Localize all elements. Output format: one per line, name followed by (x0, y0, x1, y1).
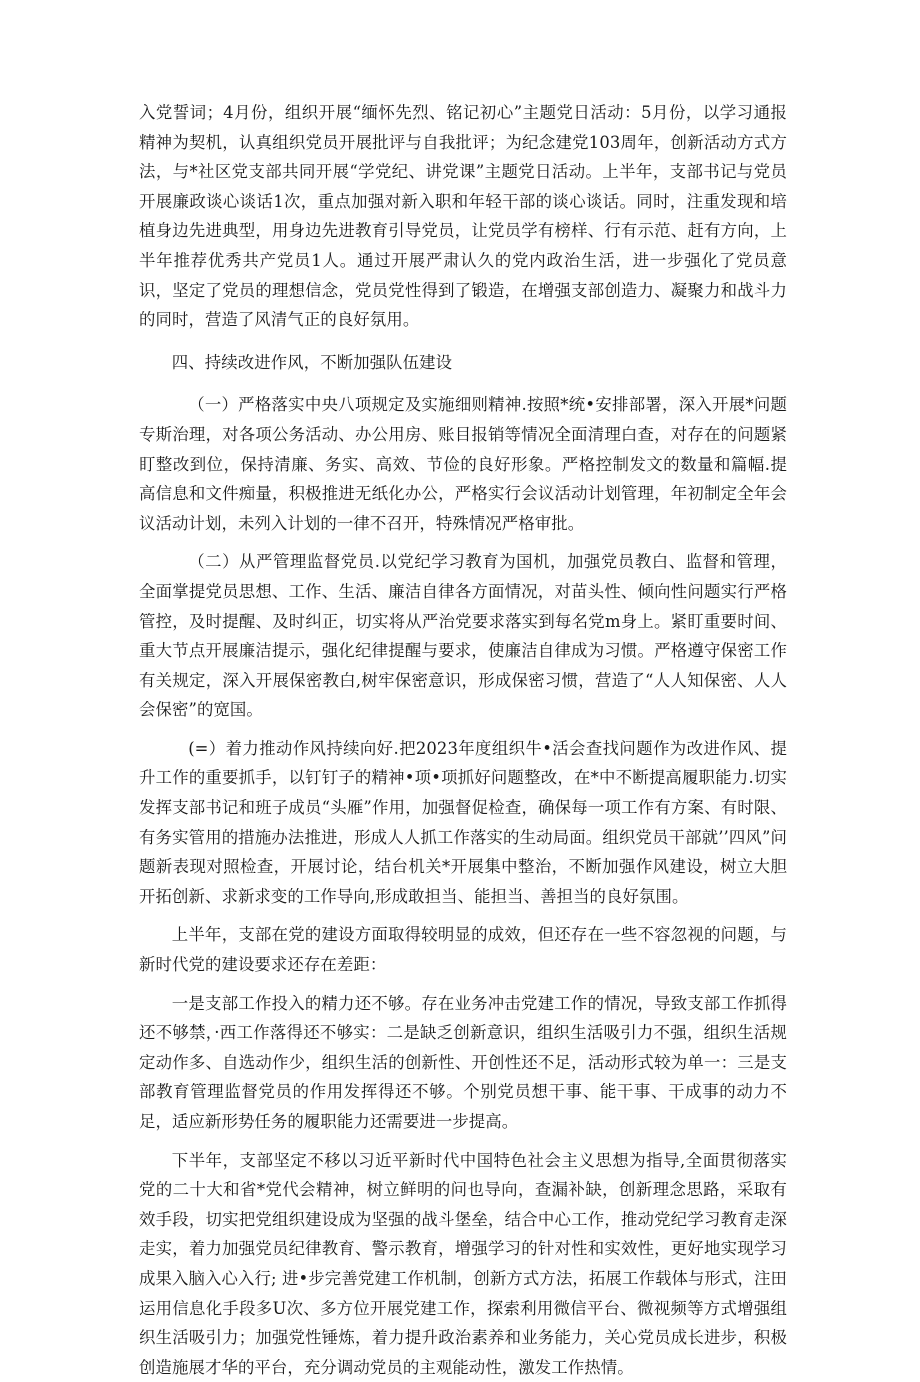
document-body (139, 98, 787, 1382)
paragraph-work-style-improvement: (=）着力推动作风持续向好.把2023年度组织牛•活会查找问题作为改进作风、提升工作的重要抓手，以钉钉子的精神•项•项抓好问题整改，在*中不断提高履职能力.切实发挥支部书记和班子成员“头雁”作用，加强督促检查，确保每一项工作有方案、有时限、有务实管用的措施办法推进，形成人人抓工作落实的生动局面。组织党员干部就’’四风”问题新表现对照检查，开展讨论，结台机关*开展集中整治，不断加强作风建设，树立大胆开拓创新、求新求变的工作导向,形成敢担当、能担当、善担当的良好氛围。 (139, 738, 787, 906)
paragraph-second-half-plan: 下半年，支部坚定不移以习近平新时代中国特色社会主义思想为指导,全面贯彻落实党的二十大和省*党代会精神，树立鲜明的问也导向，查漏补缺，创新理念思路，采取有效手段，切实把党组织建设成为坚强的战斗堡垒，结合中心工作，推动党纪学习教育走深走实，着力加强党员纪律教育、警示教育，增强学习的针对性和实效性，更好地实现学习成果入脑入心入行; 进•步完善党建工作机制，创新方式方法，拓展工作载体与形式，注田运用信息化手段多U次、多方位开展党建工作，探索利用微信平台、微视频等方式增强组织生活吸引力；加强党性锤炼，着力提升政治素养和业务能力，关心党员成长进步，积极创造施展才华的平台，充分调动党员的主观能动性，激发工作热情。 (139, 1150, 787, 1377)
paragraph-problems-intro: 上半年，支部在党的建设方面取得较明显的成效，但还存在一些不容忽视的问题，与新时代党的建设要求还存在差距： (139, 925, 787, 975)
section-heading-work-style: 四、持续改进作风，不断加强队伍建设 (171, 352, 453, 372)
paragraph-member-supervision: （二）从严管理监督党员.以党纪学习教育为国机，加强党员教白、监督和管理，全面掌提党员思想、工作、生活、廉洁自律各方面情况，对苗头性、倾向性问题实行严格管控，及时提醒、及时纠正，切实将从严治党要求落实到每名党m身上。紧盯重要时间、重大节点开展廉洁提示，强化纪律提醒与要求，使廉洁自律成为习惯。严格遵守保密工作有关规定，深入开展保密教白,树牢保密意识，形成保密习惯，营造了“人人知保密、人人会保密”的宽国。 (139, 552, 787, 720)
paragraph-problems-list: 一是支部工作投入的精力还不够。存在业务冲击党建工作的情况，导致支部工作抓得还不够禁，·西工作落得还不够实：二是缺乏创新意识，组织生活吸引力不强，组织生活规定动作多、自选动作少，组织生活的创新性、开创性还不足，活动形式较为单一：三是支部教育管理监督党员的作用发挥得还不够。个别党员想干事、能干事、干成事的动力不足，适应新形势任务的履职能力还需要进一步提高。 (139, 993, 787, 1131)
paragraph-party-life: 入党誓词；4月份，组织开展“缅怀先烈、铭记初心”主题党日活动：5月份，以学习通报精神为契机，认真组织党员开展批评与自我批评；为纪念建党103周年，创新活动方式方法，与*社区党支部共同开展“学党纪、讲党课”主题党日活动。上半年，支部书记与党员开展廉政谈心谈话1次，重点加强对新入职和年轻干部的谈心谈话。同时，注重发现和培植身边先进典型，用身边先进教育引导党员，让党员学有榜样、行有示范、赶有方向，上半年推荐优秀共产党员1人。通过开展严肃认久的党内政治生活，进一步强化了党员意识，坚定了党员的理想信念，党员党性得到了锻造，在增强支部创造力、凝聚力和战斗力的同时，营造了风清气正的良好氛用。 (139, 103, 787, 330)
paragraph-eight-rules: （一）严格落实中央八项规定及实施细则精神.按照*统•安排部署，深入开展*问题专斯治理，对各项公务活动、办公用房、账目报销等情况全面清理白查，对存在的问题紧盯整改到位，保持清廉、务实、高效、节俭的良好形象。严格控制发文的数量和篇幅.提高信息和文件痴量，积极推进无纸化办公，严格实行会议活动计划管理，年初制定全年会议活动计划，未列入计划的一律不召开，特殊情况严格审批。 (139, 395, 787, 533)
